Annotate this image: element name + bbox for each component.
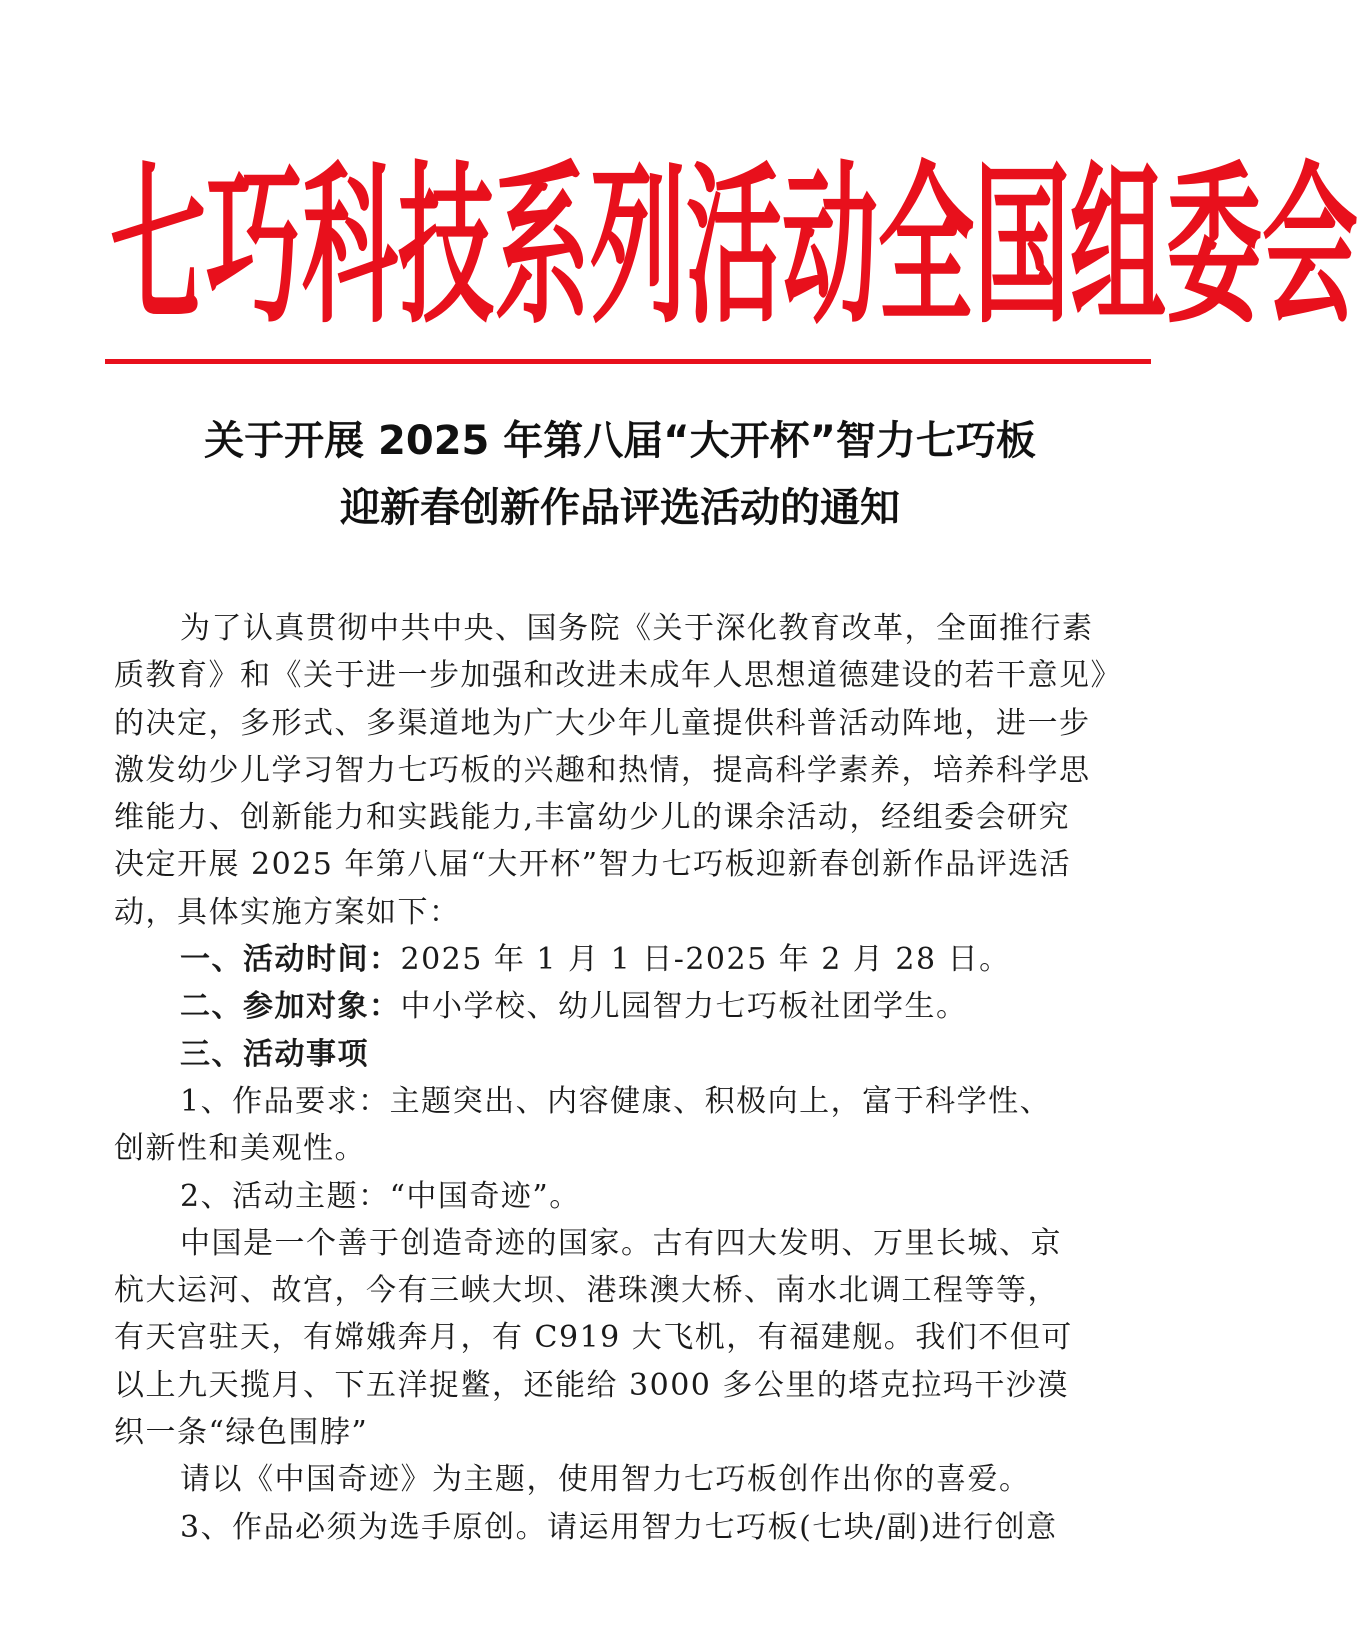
section-activity-time (114, 936, 1134, 983)
section-heading: 一、活动时间： (180, 942, 401, 978)
masthead-char: 巧 (206, 145, 302, 348)
notice-title-line-2: 迎新春创新作品评选活动的通知 (340, 485, 900, 531)
masthead-char: 七 (110, 145, 206, 348)
red-divider-line (105, 359, 1151, 364)
notice-title-line-1: 关于开展 2025 年第八届“大开杯”智力七巧板 (204, 418, 1036, 464)
section-heading: 二、参加对象： (180, 989, 401, 1025)
item-line: 创新性和美观性。 (114, 1131, 366, 1167)
theme-line: 中国是一个善于创造奇迹的国家。古有四大发明、万里长城、京 (180, 1225, 1062, 1261)
masthead-char: 技 (398, 145, 494, 348)
section-activity-items-heading: 三、活动事项 (180, 1036, 369, 1072)
masthead-char: 动 (782, 145, 878, 348)
theme-line: 织一条“绿色围脖” (114, 1415, 369, 1451)
masthead-char: 全 (878, 145, 974, 348)
masthead-char: 国 (974, 145, 1070, 348)
notice-body (114, 605, 1134, 1551)
masthead-char: 会 (1262, 145, 1358, 348)
masthead-char: 科 (302, 145, 398, 348)
theme-line: 以上九天揽月、下五洋捉鳖，还能给 3000 多公里的塔克拉玛干沙漠 (114, 1367, 1069, 1403)
intro-line: 决定开展 2025 年第八届“大开杯”智力七巧板迎新春创新作品评选活 (114, 847, 1072, 883)
masthead-char: 系 (494, 145, 590, 348)
item-line: 1、作品要求：主题突出、内容健康、积极向上，富于科学性、 (180, 1083, 1052, 1119)
intro-line: 动，具体实施方案如下： (114, 894, 461, 930)
section-text: 中小学校、幼儿园智力七巧板社团学生。 (400, 989, 968, 1025)
theme-line: 有天宫驻天，有嫦娥奔月，有 C919 大飞机，有福建舰。我们不但可 (114, 1320, 1073, 1356)
intro-line: 为了认真贯彻中共中央、国务院《关于深化教育改革，全面推行素 (180, 611, 1094, 646)
masthead-char: 列 (590, 145, 686, 348)
section-text: 2025 年 1 月 1 日-2025 年 2 月 28 日。 (400, 942, 1011, 978)
intro-line: 质教育》和《关于进一步加强和改进未成年人思想道德建设的若干意见》 (114, 658, 1122, 694)
theme-line: 杭大运河、故宫，今有三峡大坝、港珠澳大桥、南水北调工程等等， (114, 1273, 1059, 1309)
intro-line: 的决定，多形式、多渠道地为广大少年儿童提供科普活动阵地，进一步 (114, 705, 1091, 741)
intro-line: 激发幼少儿学习智力七巧板的兴趣和热情，提高科学素养，培养科学思 (114, 752, 1091, 788)
organization-masthead (110, 145, 1358, 348)
theme-prompt: 请以《中国奇迹》为主题，使用智力七巧板创作出你的喜爱。 (180, 1462, 1031, 1498)
intro-line: 维能力、创新能力和实践能力,丰富幼少儿的课余活动，经组委会研究 (114, 800, 1071, 836)
section-participants (114, 983, 1134, 1030)
masthead-char: 组 (1070, 145, 1166, 348)
item-line: 3、作品必须为选手原创。请运用智力七巧板(七块/副)进行创意 (180, 1509, 1058, 1545)
masthead-char: 活 (686, 145, 782, 348)
item-line: 2、活动主题：“中国奇迹”。 (180, 1178, 581, 1214)
masthead-char: 委 (1166, 145, 1262, 348)
